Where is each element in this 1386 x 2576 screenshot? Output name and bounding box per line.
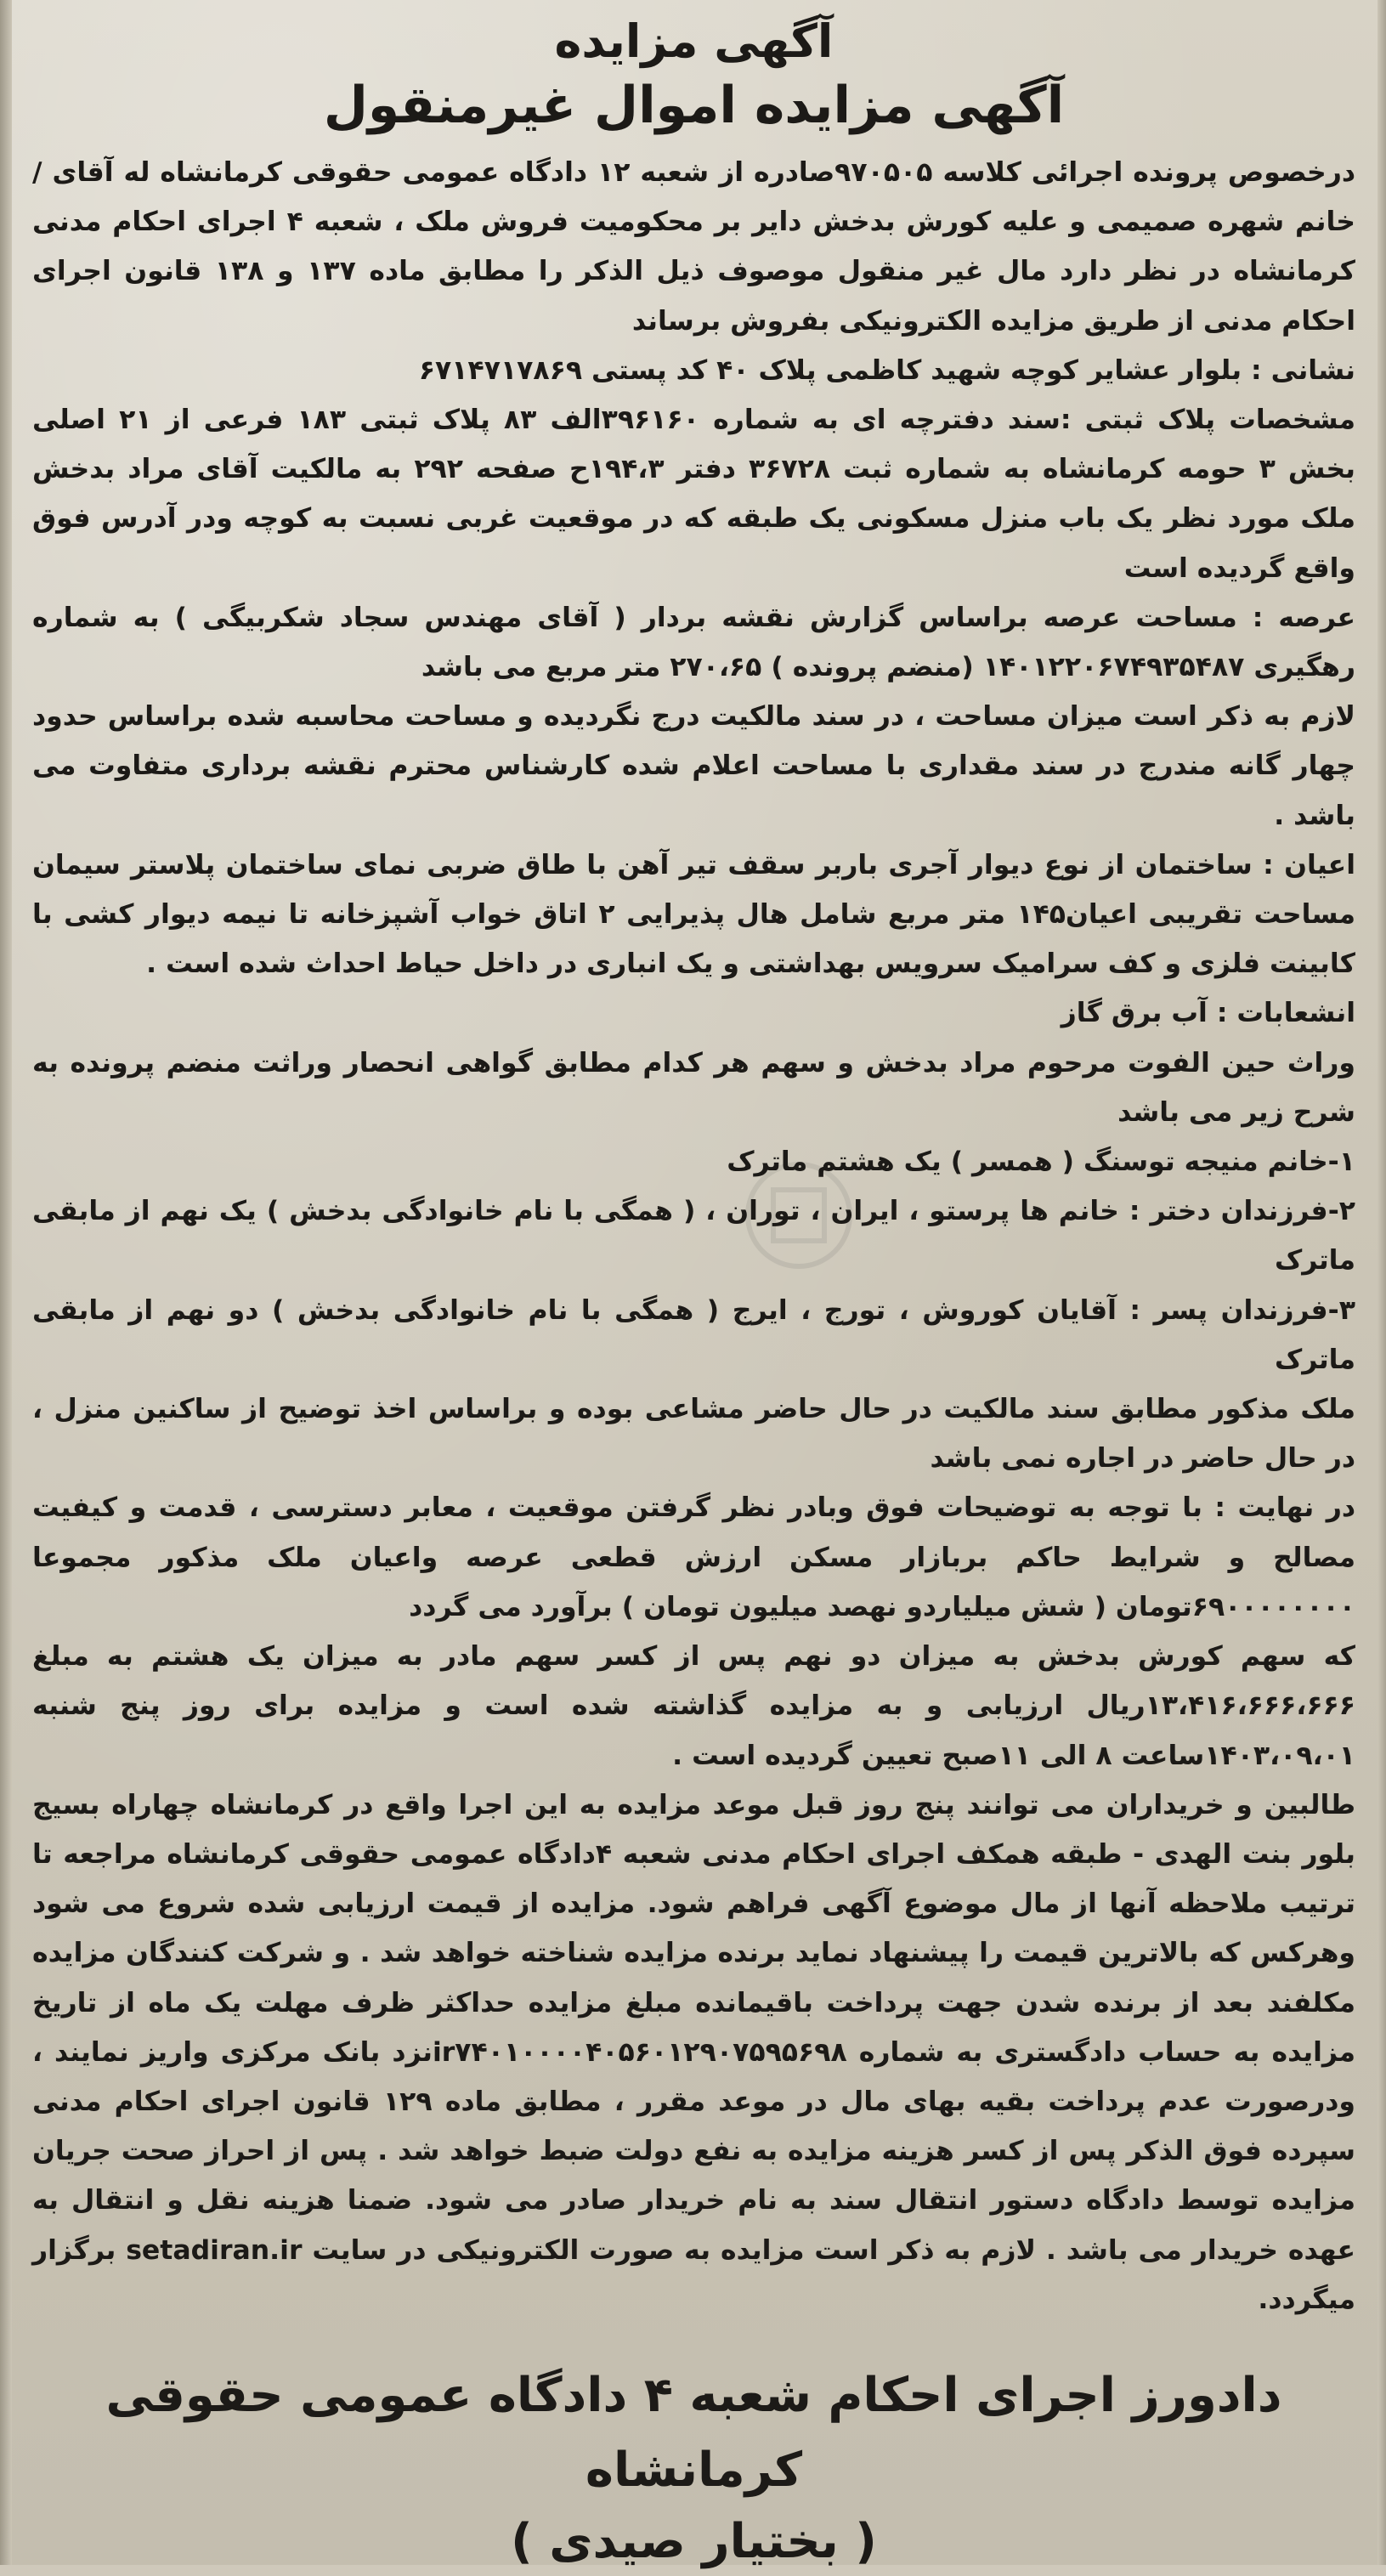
notice-content	[32, 12, 1356, 2569]
heir-item-3: ۳-فرزندان پسر : آقایان کوروش ، تورج ، ایرج ( همگی با نام خانوادگی بدخش ) دو نهم از مابقی ماترک	[32, 1294, 1355, 1375]
signature-authority: دادورز اجرای احکام شعبه ۴ دادگاه عمومی حقوقی کرمانشاه	[105, 2367, 1282, 2498]
paragraph-area-note: لازم به ذکر است میزان مساحت ، در سند مالکیت درج نگردیده و مساحت محاسبه شده براساس حدود چهار گانه مندرج در سند مقداری با مساحت اعلام شده کارشناس محترم نقشه برداری متفاوت می باشد .	[32, 701, 1355, 831]
paragraph-land-area: عرصه : مساحت عرصه براساس گزارش نقشه بردار ( آقای مهندس سجاد شکربیگی ) به شماره رهگیری ۱۴۰۱۲۲۰۶۷۴۹۳۵۴۸۷ (منضم پرونده ) ۲۷۰،۶۵ متر مربع می باشد	[32, 602, 1355, 683]
page-edge-right	[1378, 0, 1386, 2565]
page-edge-left	[0, 0, 12, 2565]
notice-body	[32, 148, 1355, 2324]
heir-item-1: ۱-خانم منیجه توسنگ ( همسر ) یک هشتم ماترک	[727, 1146, 1355, 1178]
paragraph-heirs: وراث حین الفوت مرحوم مراد بدخش و سهم هر کدام مطابق گواهی انحصار وراثت منضم پرونده به شرح زیر می باشد	[32, 1047, 1355, 1128]
paragraph-ownership: ملک مذکور مطابق سند مالکیت در حال حاضر مشاعی بوده و براساس اخذ توضیح از ساکنین منزل ، در حال حاضر در اجاره نمی باشد	[32, 1394, 1355, 1475]
paragraph-address: نشانی : بلوار عشایر کوچه شهید کاظمی پلاک ۴۰ کد پستی ۶۷۱۴۷۱۷۸۶۹	[418, 354, 1355, 386]
notice-subtitle: آگهی مزایده اموال غیرمنقول	[323, 76, 1065, 135]
paragraph-utilities: انشعابات : آب برق گاز	[1061, 998, 1355, 1029]
paragraph-building: اعیان : ساختمان از نوع دیوار آجری باربر سقف تیر آهن با طاق ضربی نمای ساختمان پلاستر سیمان مساحت تقریبی اعیان۱۴۵ متر مربع شامل هال پذیرایی ۲ اتاق خواب آشپزخانه تا نیمه دیوار کشی با کابینت فلزی و کف سرامیک سرویس بهداشتی و یک انباری در داخل حیاط احداث شده است .	[32, 849, 1355, 980]
paragraph-valuation: در نهایت : با توجه به توضیحات فوق وبادر نظر گرفتن موقعیت ، معابر دسترسی ، قدمت و کیفیت مصالح و شرایط حاکم بربازار مسکن ارزش قطعی عرصه واعیان ملک مذکور مجموعا ۶۹۰۰۰۰۰۰۰۰تومان ( شش میلیاردو نهصد میلیون تومان ) برآورد می گردد	[32, 1492, 1355, 1622]
notice-title: آگهی مزایده	[554, 14, 834, 68]
paragraph-intro: درخصوص پرونده اجرائی کلاسه ۹۷۰۵۰۵صادره از شعبه ۱۲ دادگاه عمومی حقوقی کرمانشاه له آقای / خانم شهره صمیمی و علیه کورش بدخش دایر بر محکومیت فروش ملک ، شعبه ۴ اجرای احکام مدنی کرمانشاه در نظر دارد مال غیر منقول موصوف ذیل الذکر را مطابق ماده ۱۳۷ و ۱۳۸ قانون اجرای احکام مدنی از طریق مزایده الکترونیکی بفروش برساند	[32, 157, 1356, 337]
paragraph-conditions: طالبین و خریداران می توانند پنج روز قبل موعد مزایده به این اجرا واقع در کرمانشاه چهاراه بسیج بلور بنت الهدی - طبقه همکف اجرای احکام مدنی شعبه ۴دادگاه عمومی حقوقی کرمانشاه مراجعه تا ترتیب ملاحظه آنها از مال موضوع آگهی فراهم شود. مزایده از قیمت ارزیابی شده شروع می شود وهرکس که بالاترین قیمت را پیشنهاد نماید برنده مزایده شناخته خواهد شد . و شرکت کنندگان مزایده مکلفند بعد از برنده شدن جهت پرداخت باقیمانده مبلغ مزایده حداکثر ظرف مهلت یک ماه از تاریخ مزایده به حساب دادگستری به شماره ir۷۴۰۱۰۰۰۰۴۰۵۶۰۱۲۹۰۷۵۹۵۶۹۸نزد بانک مرکزی واریز نمایند ، ودرصورت عدم پرداخت بقیه بهای مال در موعد مقرر ، مطابق ماده ۱۲۹ قانون اجرای احکام مدنی سپرده فوق الذکر پس از کسر هزینه مزایده به نفع دولت ضبط خواهد شد . پس از احراز صحت جریان مزایده توسط دادگاه دستور انتقال سند به نام خریدار صادر می شود. ضمنا هزینه نقل و انتقال به عهده خریدار می باشد . لازم به ذکر است مزایده به صورت الکترونیکی در سایت setadiran.ir برگزار میگردد.	[32, 1789, 1355, 2315]
paragraph-share-auction: که سهم کورش بدخش به میزان دو نهم پس از کسر سهم مادر به میزان یک هشتم به مبلغ ۱۳،۴۱۶،۶۶۶،۶۶۶ریال ارزیابی و به مزایده گذاشته شده است و مزایده برای روز پنج شنبه ۱۴۰۳،۰۹،۰۱ساعت ۸ الی ۱۱صبح تعیین گردیده است .	[32, 1641, 1355, 1771]
signature-name: ( بختیار صیدی )	[511, 2513, 877, 2569]
heir-item-2: ۲-فرزندان دختر : خانم ها پرستو ، ایران ، توران ، ( همگی با نام خانوادگی بدخش ) یک نهم از مابقی ماترک	[32, 1196, 1355, 1277]
paragraph-registration: مشخصات پلاک ثبتی :سند دفترچه ای به شماره ۳۹۶۱۶۰الف ۸۳ پلاک ثبتی ۱۸۳ فرعی از ۲۱ اصلی بخش ۳ حومه کرمانشاه به شماره ثبت ۳۶۷۲۸ دفتر ۱۹۴،۳ح صفحه ۲۹۲ به مالکیت آقای مراد بدخش ملک مورد نظر یک باب منزل مسکونی یک طبقه که در موقعیت غربی نسبت به کوچه ودر آدرس فوق واقع گردیده است	[32, 405, 1356, 584]
